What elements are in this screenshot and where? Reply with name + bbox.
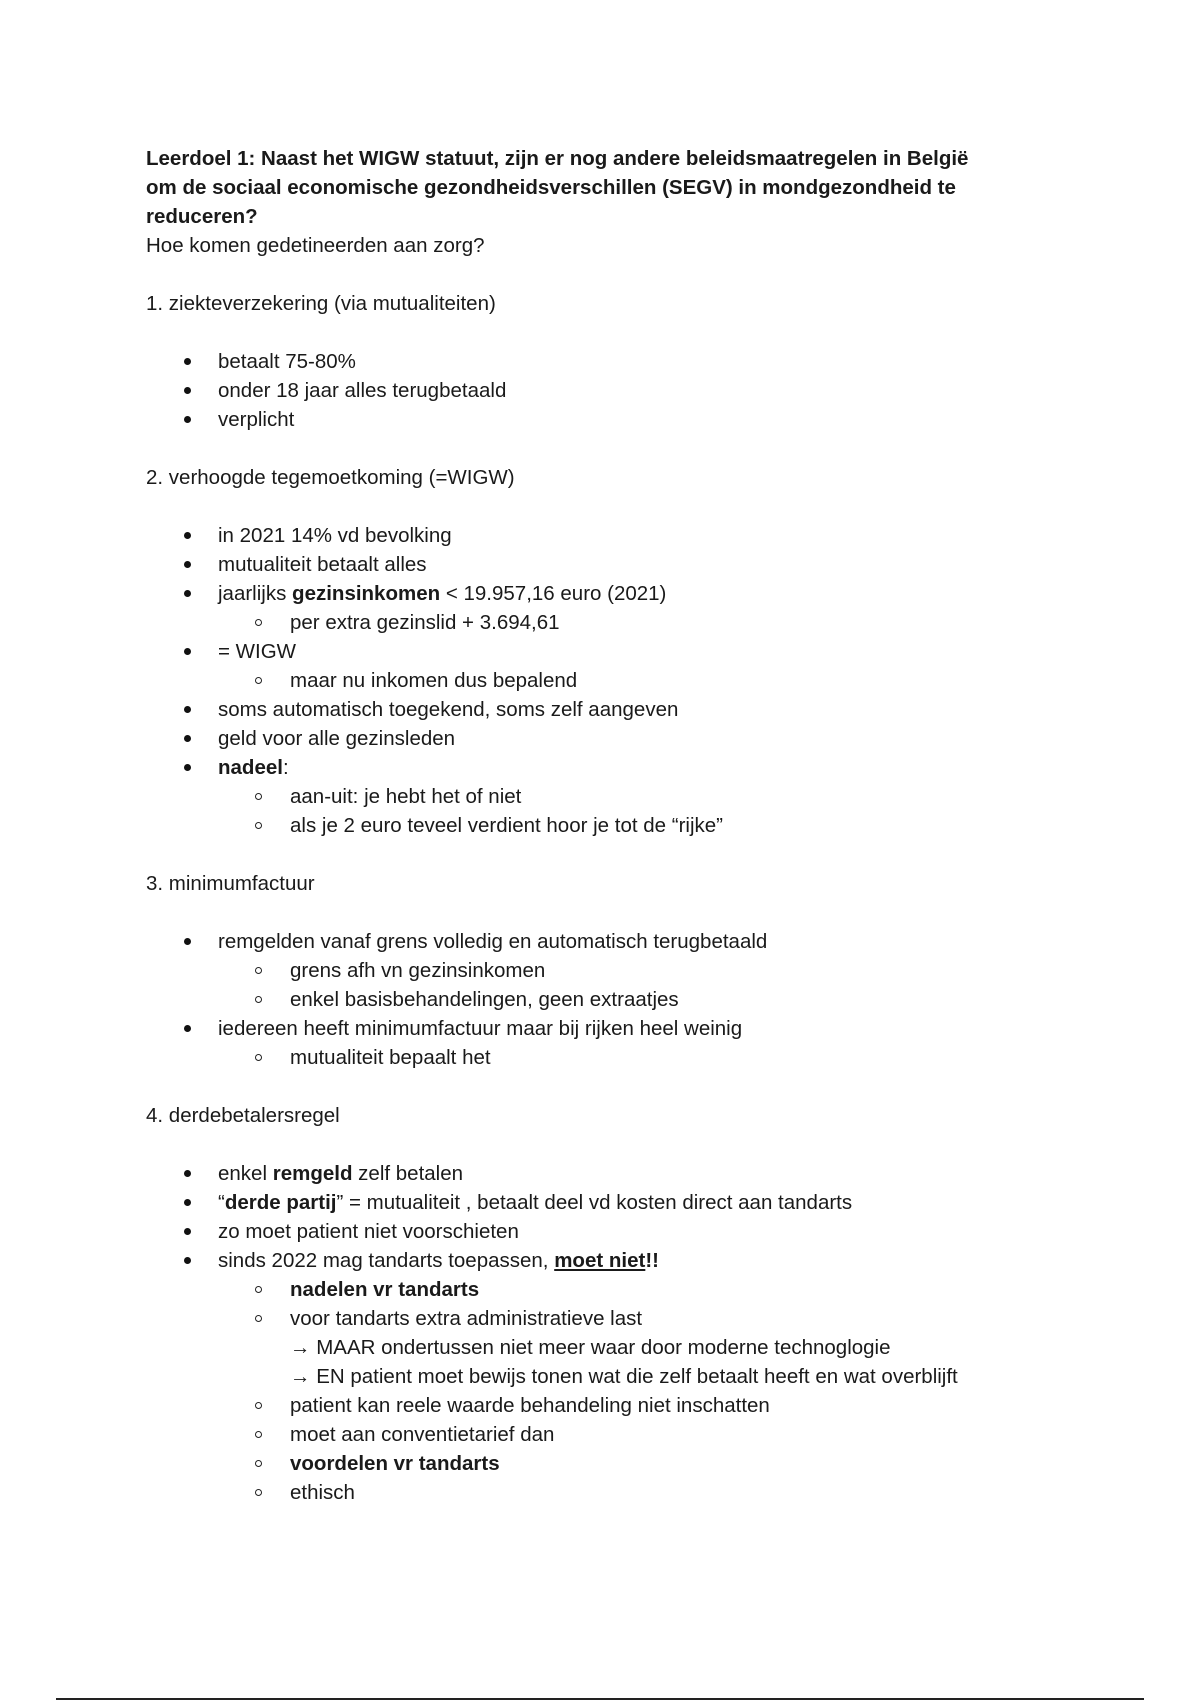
sub-list [218, 1275, 1066, 1507]
section-2-title: 2. verhoogde tegemoetkoming (=WIGW) [146, 466, 515, 489]
list-item: in 2021 14% vd bevolking [146, 521, 1066, 550]
bold-text: gezinsinkomen [292, 582, 441, 605]
sub-list [218, 1043, 1066, 1072]
sub-list-item: voordelen vr tandarts [218, 1449, 1066, 1478]
bold-text: nadeel [218, 756, 283, 779]
list-item: iedereen heeft minimumfactuur maar bij rijken heel weinig mutualiteit bepaalt het [146, 1014, 1066, 1072]
list-item: remgelden vanaf grens volledig en automatisch terugbetaald grens afh vn gezinsinkomen enkel basisbehandelingen, geen extraatjes [146, 927, 1066, 1014]
subtitle: Hoe komen gedetineerden aan zorg? [146, 234, 485, 257]
list-item: enkel remgeld zelf betalen [146, 1159, 1066, 1188]
sub-list-item: moet aan conventietarief dan [218, 1420, 1066, 1449]
list-item: geld voor alle gezinsleden [146, 724, 1066, 753]
sub-list-item: maar nu inkomen dus bepalend [218, 666, 1066, 695]
list-item: jaarlijks gezinsinkomen < 19.957,16 euro (2021) per extra gezinslid + 3.694,61 [146, 579, 1066, 637]
continuation-line: → MAAR ondertussen niet meer waar door moderne technoglogie [290, 1336, 891, 1359]
section-2-list [146, 521, 1066, 840]
title-line-1: Leerdoel 1: Naast het WIGW statuut, zijn er nog andere beleidsmaatregelen in België [146, 147, 969, 170]
sub-list-item: voor tandarts extra administratieve last → MAAR ondertussen niet meer waar door moderne technoglogie → EN patient moet bewijs tonen wat die zelf betaalt heeft en wat overblijft [218, 1304, 1066, 1391]
bold-underlined-text: moet niet [554, 1249, 646, 1272]
section-1-title: 1. ziekteverzekering (via mutualiteiten) [146, 292, 496, 315]
list-item: verplicht [146, 405, 1066, 434]
list-item: soms automatisch toegekend, soms zelf aangeven [146, 695, 1066, 724]
sub-list [218, 608, 1066, 637]
section-4-title: 4. derdebetalersregel [146, 1104, 340, 1127]
bold-text: derde partij [224, 1191, 337, 1214]
list-item: sinds 2022 mag tandarts toepassen, moet niet!! nadelen vr tandarts voor tandarts extra administratieve last → MAAR ondertussen niet meer waar door moderne technoglogie → EN patient moet bewijs tonen wat die zelf betaalt heeft en wat overblijft patient kan reele waarde behandeling niet inschatten moet aan conventietarief dan voordelen vr tandarts ethisch [146, 1246, 1066, 1507]
continuation-line: → EN patient moet bewijs tonen wat die zelf betaalt heeft en wat overblijft [290, 1365, 958, 1388]
title-line-2: om de sociaal economische gezondheidsverschillen (SEGV) in mondgezondheid te [146, 176, 956, 199]
sub-list-item: enkel basisbehandelingen, geen extraatjes [218, 985, 1066, 1014]
sub-list [218, 666, 1066, 695]
sub-list-item: grens afh vn gezinsinkomen [218, 956, 1066, 985]
sub-list [218, 956, 1066, 1014]
sub-list-item: nadelen vr tandarts [218, 1275, 1066, 1304]
sub-list-item: aan-uit: je hebt het of niet [218, 782, 1066, 811]
section-3-title: 3. minimumfactuur [146, 872, 315, 895]
title-line-3: reduceren? [146, 205, 258, 228]
sub-list-item: ethisch [218, 1478, 1066, 1507]
list-item: zo moet patient niet voorschieten [146, 1217, 1066, 1246]
page-title [146, 144, 1066, 231]
section-1-list [146, 347, 1066, 434]
sub-list [218, 782, 1066, 840]
section-3-list [146, 927, 1066, 1072]
sub-list-item: patient kan reele waarde behandeling niet inschatten [218, 1391, 1066, 1420]
list-item: nadeel: aan-uit: je hebt het of niet als je 2 euro teveel verdient hoor je tot de “rijke” [146, 753, 1066, 840]
list-item: betaalt 75-80% [146, 347, 1066, 376]
list-item: = WIGW maar nu inkomen dus bepalend [146, 637, 1066, 695]
document-page [146, 144, 1066, 1507]
sub-list-item: per extra gezinslid + 3.694,61 [218, 608, 1066, 637]
sub-list-item: mutualiteit bepaalt het [218, 1043, 1066, 1072]
list-item: mutualiteit betaalt alles [146, 550, 1066, 579]
bold-text: remgeld [272, 1162, 353, 1185]
section-4-list [146, 1159, 1066, 1507]
sub-list-item: als je 2 euro teveel verdient hoor je tot de “rijke” [218, 811, 1066, 840]
list-item: onder 18 jaar alles terugbetaald [146, 376, 1066, 405]
list-item: “derde partij” = mutualiteit , betaalt deel vd kosten direct aan tandarts [146, 1188, 1066, 1217]
